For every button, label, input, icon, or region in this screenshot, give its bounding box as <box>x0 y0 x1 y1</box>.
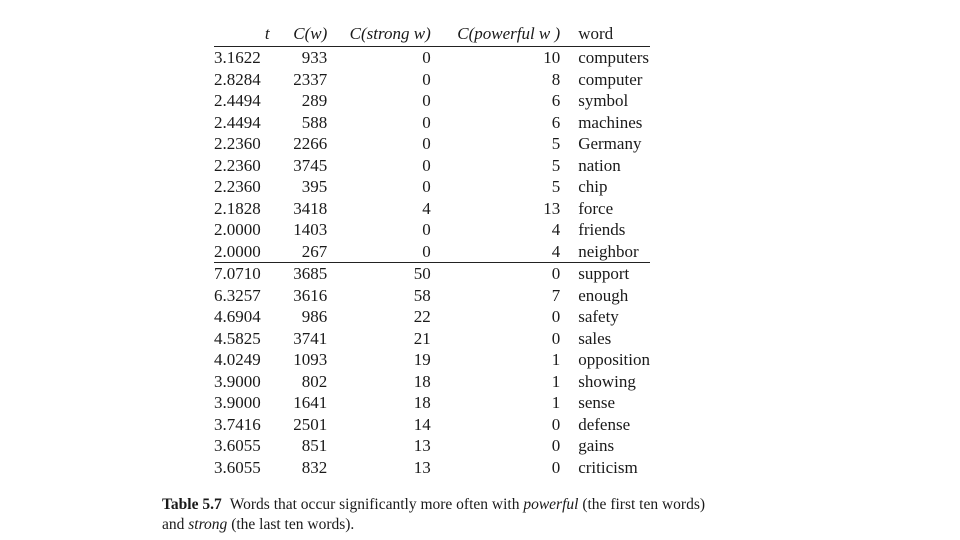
cell-c-strong: 58 <box>413 285 431 305</box>
cell-c-powerful: 8 <box>551 69 561 89</box>
cell-cw: 802 <box>301 371 328 391</box>
caption-em-strong: strong <box>188 516 228 533</box>
table-row <box>214 176 650 198</box>
cell-cw: 3741 <box>293 328 328 348</box>
cell-word: force <box>578 198 614 218</box>
cell-c-strong: 0 <box>422 112 431 132</box>
cell-c-powerful: 5 <box>551 155 561 175</box>
cell-word: criticism <box>578 457 638 477</box>
cell-cw: 3685 <box>276 263 328 285</box>
cell-t: 4.5825 <box>214 328 261 348</box>
cell-t: 2.4494 <box>214 112 261 132</box>
cell-c-strong: 21 <box>413 328 431 348</box>
cell-t: 3.6055 <box>214 436 261 455</box>
table-row <box>214 155 650 177</box>
cell-cw: 1641 <box>293 393 328 412</box>
cell-cw: 289 <box>301 91 328 110</box>
cell-c-strong: 18 <box>413 371 431 391</box>
table-row <box>214 414 650 436</box>
cell-cw: 3745 <box>293 155 328 175</box>
cell-c-strong: 0 <box>422 134 431 153</box>
cell-word: neighbor <box>578 241 639 261</box>
header-t: t <box>214 23 276 47</box>
cell-c-strong: 4 <box>422 198 431 218</box>
cell-c-strong: 0 <box>422 91 431 110</box>
table-row <box>214 133 650 155</box>
cell-word: showing <box>578 371 636 391</box>
cell-t: 3.9000 <box>214 393 261 412</box>
cell-t: 3.9000 <box>214 371 261 391</box>
table-row <box>214 69 650 91</box>
cell-word: friends <box>578 220 626 239</box>
cell-c-powerful: 4 <box>551 220 561 239</box>
cell-word: defense <box>578 414 631 434</box>
cell-t: 2.0000 <box>214 220 261 239</box>
caption-text-1: Words that occur significantly more often with <box>229 496 524 513</box>
cell-c-powerful: 0 <box>551 457 561 477</box>
cell-c-strong: 0 <box>422 241 431 261</box>
cell-c-powerful: 13 <box>543 198 561 218</box>
cell-cw: 588 <box>301 112 328 132</box>
cell-word: chip <box>578 177 608 196</box>
cell-c-powerful: 0 <box>551 307 561 326</box>
cell-c-powerful: 6 <box>551 91 561 110</box>
cell-word: support <box>560 263 650 285</box>
cell-word: computers <box>578 48 650 67</box>
table-caption <box>162 495 722 535</box>
header-word: word <box>560 23 650 47</box>
collocation-table <box>214 23 650 478</box>
cell-t: 2.0000 <box>214 241 261 261</box>
cell-c-strong: 22 <box>413 307 431 326</box>
table-row <box>214 285 650 307</box>
cell-t: 3.6055 <box>214 457 261 477</box>
header-c-powerful: C(powerful w ) <box>431 23 560 47</box>
cell-c-powerful: 0 <box>551 436 561 455</box>
cell-c-powerful: 5 <box>551 177 561 196</box>
header-c-strong: C(strong w) <box>327 23 431 47</box>
cell-word: symbol <box>578 91 629 110</box>
table-row <box>214 47 650 69</box>
cell-cw: 3418 <box>293 198 328 218</box>
cell-cw: 2501 <box>293 414 328 434</box>
cell-t: 2.2360 <box>214 155 261 175</box>
cell-word: safety <box>578 307 619 326</box>
cell-c-strong: 0 <box>422 48 431 67</box>
cell-word: opposition <box>578 350 650 369</box>
table-row <box>214 306 650 328</box>
cell-cw: 832 <box>301 457 328 477</box>
cell-c-strong: 0 <box>422 177 431 196</box>
cell-word: computer <box>578 69 643 89</box>
cell-cw: 267 <box>301 241 328 261</box>
cell-word: nation <box>578 155 621 175</box>
table-row <box>214 457 650 479</box>
cell-cw: 1403 <box>293 220 328 239</box>
cell-c-strong: 50 <box>327 263 431 285</box>
table-row <box>214 198 650 220</box>
cell-cw: 3616 <box>293 285 328 305</box>
table-row <box>214 263 650 285</box>
cell-c-powerful: 0 <box>551 414 561 434</box>
cell-t: 4.0249 <box>214 350 261 369</box>
cell-c-powerful: 10 <box>543 48 561 67</box>
cell-c-powerful: 7 <box>551 285 561 305</box>
cell-word: sales <box>578 328 612 348</box>
cell-cw: 986 <box>301 307 328 326</box>
cell-c-strong: 19 <box>413 350 431 369</box>
cell-c-strong: 0 <box>422 220 431 239</box>
cell-cw: 2337 <box>293 69 328 89</box>
table-row <box>214 371 650 393</box>
cell-c-powerful: 0 <box>551 328 561 348</box>
cell-cw: 933 <box>301 48 328 67</box>
cell-c-powerful: 4 <box>551 241 561 261</box>
cell-t: 4.6904 <box>214 307 261 326</box>
cell-c-powerful: 0 <box>431 263 560 285</box>
table-row <box>214 349 650 371</box>
cell-t: 2.2360 <box>214 177 261 196</box>
cell-c-strong: 0 <box>422 69 431 89</box>
cell-t: 2.8284 <box>214 69 261 89</box>
header-cw: C(w) <box>276 23 328 47</box>
cell-t: 2.2360 <box>214 134 261 153</box>
table-row <box>214 219 650 241</box>
cell-c-powerful: 1 <box>551 393 561 412</box>
caption-label: Table 5.7 <box>162 496 222 513</box>
cell-c-powerful: 1 <box>551 350 561 369</box>
cell-c-strong: 13 <box>413 457 431 477</box>
cell-c-strong: 0 <box>422 155 431 175</box>
cell-t: 7.0710 <box>214 263 276 285</box>
caption-em-powerful: powerful <box>523 496 579 513</box>
caption-text-2: (the first ten words) and <box>162 496 706 533</box>
cell-word: enough <box>578 285 629 305</box>
cell-word: gains <box>578 436 615 455</box>
table-row <box>214 90 650 112</box>
cell-t: 3.1622 <box>214 48 261 67</box>
cell-c-strong: 14 <box>413 414 431 434</box>
table-header-row <box>214 23 650 47</box>
table-row <box>214 328 650 350</box>
table-row <box>214 435 650 457</box>
cell-t: 2.4494 <box>214 91 261 110</box>
cell-word: machines <box>578 112 643 132</box>
cell-word: sense <box>578 393 616 412</box>
cell-cw: 851 <box>301 436 328 455</box>
cell-c-strong: 13 <box>413 436 431 455</box>
cell-c-strong: 18 <box>413 393 431 412</box>
cell-word: Germany <box>578 134 642 153</box>
cell-t: 2.1828 <box>214 198 261 218</box>
table-row <box>214 392 650 414</box>
cell-c-powerful: 1 <box>551 371 561 391</box>
cell-t: 3.7416 <box>214 414 261 434</box>
table-row <box>214 112 650 134</box>
caption-text-3: (the last ten words). <box>227 516 355 533</box>
cell-cw: 2266 <box>293 134 328 153</box>
table-row <box>214 241 650 263</box>
cell-t: 6.3257 <box>214 285 261 305</box>
cell-c-powerful: 5 <box>551 134 561 153</box>
cell-cw: 1093 <box>293 350 328 369</box>
cell-cw: 395 <box>301 177 328 196</box>
cell-c-powerful: 6 <box>551 112 561 132</box>
